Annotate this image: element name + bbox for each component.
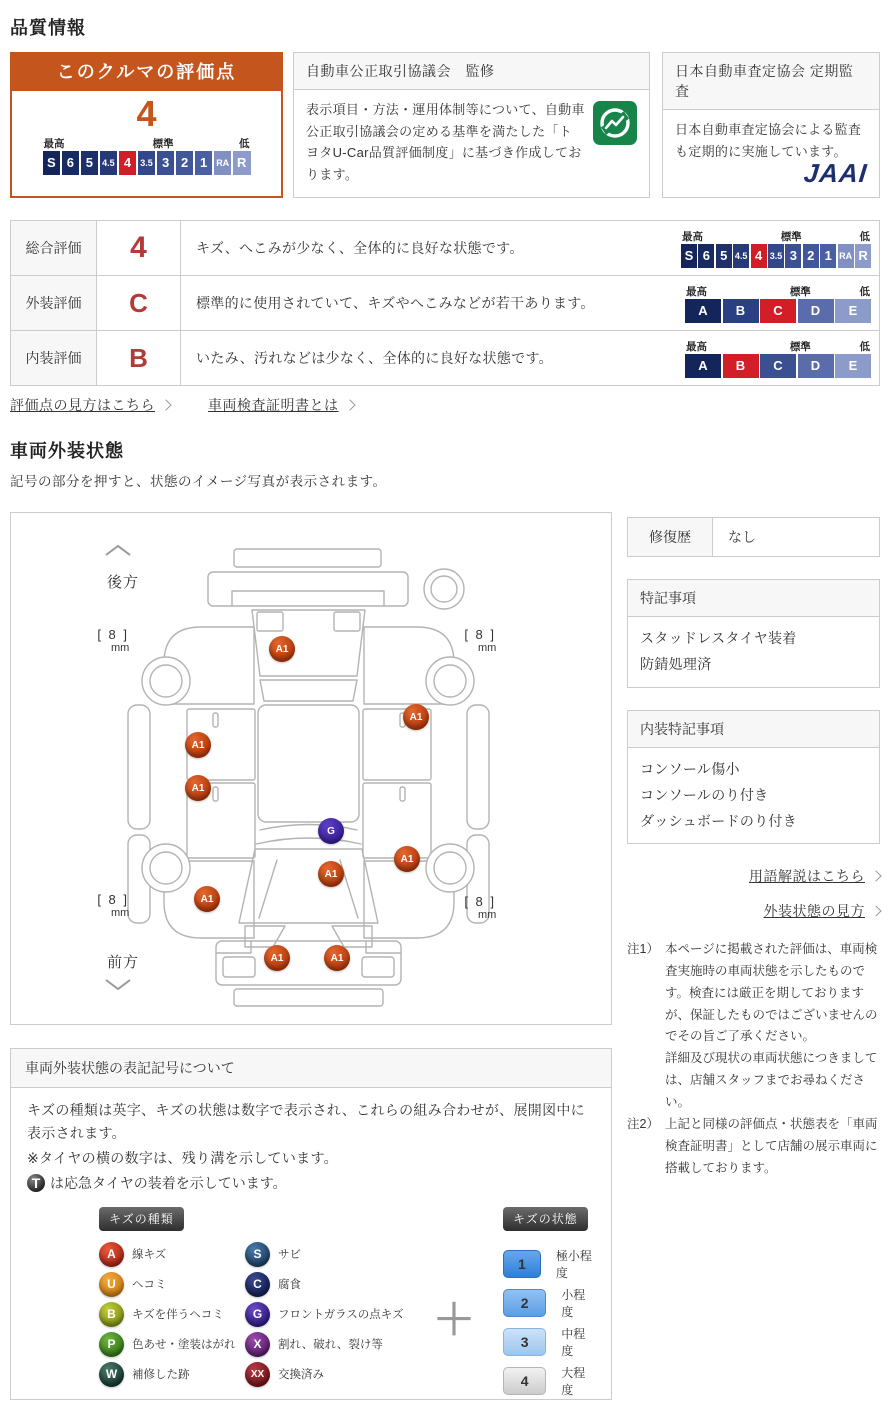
scale-cell-1: 1 (195, 151, 213, 175)
scale-cell-B: B (723, 354, 759, 378)
exterior-section-subtitle: 記号の部分を押すと、状態のイメージ写真が表示されます。 (10, 474, 387, 489)
scale-label-low: 低 (859, 230, 870, 243)
link-glossary[interactable]: 用語解説はこちら (749, 868, 865, 885)
exterior-section-title: 車両外装状態 (10, 441, 124, 461)
scale-cell-E: E (835, 354, 871, 378)
special-notes-box (627, 579, 880, 688)
damage-marker-a1[interactable]: A1 (269, 636, 295, 662)
supervision-body: 表示項目・方法・運用体制等について、自動車公正取引協議会の定める基準を満たした「トヨタU-Car品質評価制度」に基づき作成しております。 (306, 102, 585, 182)
scale-cell-5: 5 (81, 151, 99, 175)
score-value: 4 (136, 93, 157, 134)
kind-badge-xx: XX (245, 1362, 270, 1387)
scale-cell-A: A (685, 354, 721, 378)
scale-label-high: 最高 (682, 230, 703, 243)
legend-box (10, 1048, 612, 1400)
tread-label-rear-left: [ 8 ] mm (97, 627, 130, 655)
damage-marker-a1[interactable]: A1 (318, 861, 344, 887)
notes-list (627, 939, 880, 1179)
scale-label-low: 低 (859, 340, 870, 353)
scale-cell-3: 3 (157, 151, 175, 175)
kind-badge-g: G (245, 1302, 270, 1327)
kind-item-c (245, 1271, 431, 1297)
interior-notes-body (628, 748, 879, 844)
scale-label-high: 最高 (686, 285, 707, 298)
scale-cell-D: D (798, 299, 834, 323)
state-badge-1: 1 (503, 1250, 541, 1278)
damage-marker-g[interactable]: G (318, 818, 344, 844)
scale-cells (685, 354, 871, 378)
kind-badge-c: C (245, 1272, 270, 1297)
kind-badge-b: B (99, 1302, 124, 1327)
scale-label-mid: 標準 (780, 230, 802, 243)
scale-cell-3.5: 3.5 (768, 244, 784, 268)
kind-item-s (245, 1241, 431, 1267)
repair-history-table (627, 517, 880, 557)
damage-kinds-legend (99, 1207, 431, 1387)
front-direction-label: 前方 (107, 954, 140, 971)
state-label: 中程度 (561, 1327, 586, 1359)
rating-row-exterior (11, 275, 879, 330)
spare-tire-icon: T (27, 1174, 45, 1192)
state-label: 小程度 (561, 1288, 586, 1320)
score-box-header: このクルマの評価点 (12, 54, 281, 91)
scale-label-high: 最高 (686, 340, 707, 353)
score-box (10, 52, 283, 198)
legend-t-note: は応急タイヤの装着を示しています。 (50, 1175, 287, 1192)
special-notes-header: 特記事項 (628, 580, 879, 617)
scale-cell-4: 4 (751, 244, 767, 268)
special-note-item: スタッドレスタイヤ装着 (640, 630, 797, 646)
kind-item-a (99, 1241, 245, 1267)
rating-value: 4 (97, 221, 181, 275)
kind-item-g (245, 1301, 431, 1327)
sidebar (627, 517, 880, 1181)
kind-badge-w: W (99, 1362, 124, 1387)
rating-desc: いたみ、汚れなどは少なく、全体的に良好な状態です。 (196, 350, 553, 366)
scale-cells (685, 299, 871, 323)
kind-item-w (99, 1361, 245, 1387)
rating-label: 総合評価 (11, 221, 97, 275)
kind-label: 線キズ (132, 1249, 167, 1262)
damage-marker-a1[interactable]: A1 (185, 775, 211, 801)
scale-cell-C: C (760, 299, 796, 323)
scale-cell-3.5: 3.5 (138, 151, 156, 175)
scale-label-mid: 標準 (152, 138, 174, 150)
scale-cell-RA: RA (838, 244, 854, 268)
special-notes-body (628, 617, 879, 687)
kind-item-p (99, 1331, 245, 1357)
car-diagram-box (10, 512, 612, 1025)
markers-layer (11, 513, 613, 1026)
kind-label: 割れ、破れ、裂け等 (278, 1339, 383, 1352)
interior-notes-header: 内装特記事項 (628, 711, 879, 748)
rating-scale-row (681, 229, 871, 268)
scale-cells (43, 151, 251, 175)
link-score-guide[interactable]: 評価点の見方はこちら (10, 397, 155, 413)
legend-header: 車両外装状態の表記記号について (11, 1049, 611, 1088)
kind-item-xx (245, 1361, 431, 1387)
audit-header: 日本自動車査定協会 定期監査 (663, 53, 879, 110)
note-item (627, 939, 880, 1113)
kind-label: 腐食 (278, 1279, 301, 1292)
state-label: 極小程度 (555, 1249, 592, 1281)
rating-label: 外装評価 (11, 276, 97, 330)
scale-label-low: 低 (859, 285, 870, 298)
state-badge-2: 2 (503, 1289, 546, 1317)
scale-label-low: 低 (239, 138, 250, 150)
chevron-right-icon (344, 399, 355, 410)
jaai-logo: JAAI (802, 158, 869, 188)
tread-label-front-right: [ 8 ] mm (464, 894, 497, 922)
rating-row-overall (11, 221, 879, 275)
scale-label-high: 最高 (43, 138, 65, 150)
interior-note-item: ダッシュボードのり付き (640, 812, 798, 829)
rating-scale-row (685, 284, 871, 323)
scale-cell-5: 5 (716, 244, 732, 268)
scale-cell-3: 3 (785, 244, 801, 268)
state-badge-4: 4 (503, 1367, 546, 1395)
tread-label-front-left: [ 8 ] mm (97, 892, 130, 920)
rating-scale-overall (43, 136, 251, 175)
rating-label: 内装評価 (11, 331, 97, 385)
scale-cell-S: S (43, 151, 61, 175)
repair-history-value: なし (728, 529, 756, 545)
link-certificate[interactable]: 車両検査証明書とは (208, 397, 339, 413)
supervision-box (293, 52, 650, 198)
scale-cell-2: 2 (176, 151, 194, 175)
scale-cell-1: 1 (820, 244, 836, 268)
kind-badge-s: S (245, 1242, 270, 1267)
supervision-body-wrap (294, 90, 649, 194)
note-label: 注2） (627, 1117, 659, 1132)
note-label: 注1） (627, 942, 659, 957)
kind-badge-u: U (99, 1272, 124, 1297)
audit-box (662, 52, 880, 198)
scale-cell-D: D (798, 354, 834, 378)
fair-trade-council-logo-icon (593, 101, 637, 152)
kind-label: サビ (278, 1249, 301, 1262)
kind-badge-x: X (245, 1332, 270, 1357)
interior-note-item: コンソールのり付き (640, 786, 769, 803)
scale-cell-6: 6 (698, 244, 714, 268)
damage-marker-a1[interactable]: A1 (185, 732, 211, 758)
scale-cell-4.5: 4.5 (100, 151, 118, 175)
scale-cell-4.5: 4.5 (733, 244, 749, 268)
state-badge-3: 3 (503, 1328, 546, 1356)
rating-row-interior (11, 330, 879, 385)
ratings-table (10, 220, 880, 386)
kind-label: キズを伴うヘコミ (132, 1309, 224, 1322)
interior-note-item: コンソール傷小 (640, 760, 740, 777)
damage-marker-a1[interactable]: A1 (194, 886, 220, 912)
kind-label: 補修した跡 (132, 1369, 190, 1382)
rating-desc: 標準的に使用されていて、キズやへこみなどが若干あります。 (196, 295, 595, 311)
scale-label-mid: 標準 (789, 285, 811, 298)
kind-label: ヘコミ (132, 1279, 167, 1292)
scale-cell-4: 4 (119, 151, 137, 175)
chevron-right-icon (870, 871, 881, 882)
audit-body: 日本自動車査定協会による監査も定期的に実施しています。 (675, 122, 862, 159)
legend-intro: キズの種類は英字、キズの状態は数字で表示され、これらの組み合わせが、展開図中に表示されます。 (27, 1102, 585, 1142)
note-text: 本ページに掲載された評価は、車両検査実施時の車両状態を示したものです。検査には厳正を期しておりますが、保証したものではございませんのでその旨ご了承ください。 詳細及び現状の車両状態につきましては、店舗スタッフまでお尋ねください。 (665, 942, 878, 1109)
page-title: 品質情報 (10, 18, 86, 38)
damage-marker-a1[interactable]: A1 (403, 704, 429, 730)
rating-scale-row (685, 339, 871, 378)
kind-badge-a: A (99, 1242, 124, 1267)
kind-badge-p: P (99, 1332, 124, 1357)
scale-cells (681, 244, 871, 268)
state-item-1 (503, 1247, 595, 1281)
damage-states-legend (503, 1207, 595, 1403)
note-item (627, 1114, 880, 1179)
scale-cell-2: 2 (803, 244, 819, 268)
chevron-right-icon (160, 399, 171, 410)
note-text: 上記と同様の評価点・状態表を「車両検査証明書」として店舗の展示車両に搭載しております。 (665, 1117, 878, 1175)
kinds-header-badge: キズの種類 (99, 1207, 184, 1231)
state-item-2 (503, 1286, 595, 1320)
interior-notes-box (627, 710, 880, 845)
scale-cell-R: R (233, 151, 251, 175)
scale-cell-RA: RA (214, 151, 232, 175)
scale-cell-B: B (723, 299, 759, 323)
scale-cell-A: A (685, 299, 721, 323)
special-note-item: 防錆処理済 (640, 655, 712, 672)
link-exterior-guide[interactable]: 外装状態の見方 (763, 903, 865, 920)
repair-history-label: 修復歴 (628, 518, 713, 556)
state-item-4 (503, 1364, 595, 1398)
scale-cell-S: S (681, 244, 697, 268)
kind-label: 交換済み (278, 1369, 324, 1382)
rating-desc: キズ、へこみが少なく、全体的に良好な状態です。 (196, 240, 524, 256)
scale-cell-E: E (835, 299, 871, 323)
damage-marker-a1[interactable]: A1 (324, 945, 350, 971)
states-header-badge: キズの状態 (503, 1207, 588, 1231)
damage-marker-a1[interactable]: A1 (264, 945, 290, 971)
scale-cell-6: 6 (62, 151, 80, 175)
scale-label-mid: 標準 (789, 340, 811, 353)
scale-cell-R: R (855, 244, 871, 268)
kind-label: フロントガラスの点キズ (278, 1309, 404, 1322)
kind-item-u (99, 1271, 245, 1297)
legend-tire-note: ※タイヤの横の数字は、残り溝を示しています。 (27, 1150, 338, 1167)
state-item-3 (503, 1325, 595, 1359)
chevron-right-icon (870, 906, 881, 917)
damage-marker-a1[interactable]: A1 (394, 846, 420, 872)
supervision-header: 自動車公正取引協議会 監修 (294, 53, 649, 90)
scale-cell-C: C (760, 354, 796, 378)
rear-direction-label: 後方 (107, 574, 140, 591)
state-label: 大程度 (561, 1366, 586, 1398)
rating-value: C (97, 276, 181, 330)
kind-item-b (99, 1301, 245, 1327)
kind-item-x (245, 1331, 431, 1357)
rating-value: B (97, 331, 181, 385)
tread-label-rear-right: [ 8 ] mm (464, 627, 497, 655)
kind-label: 色あせ・塗装はがれ (132, 1339, 236, 1352)
plus-sign: ＋ (433, 1296, 476, 1344)
